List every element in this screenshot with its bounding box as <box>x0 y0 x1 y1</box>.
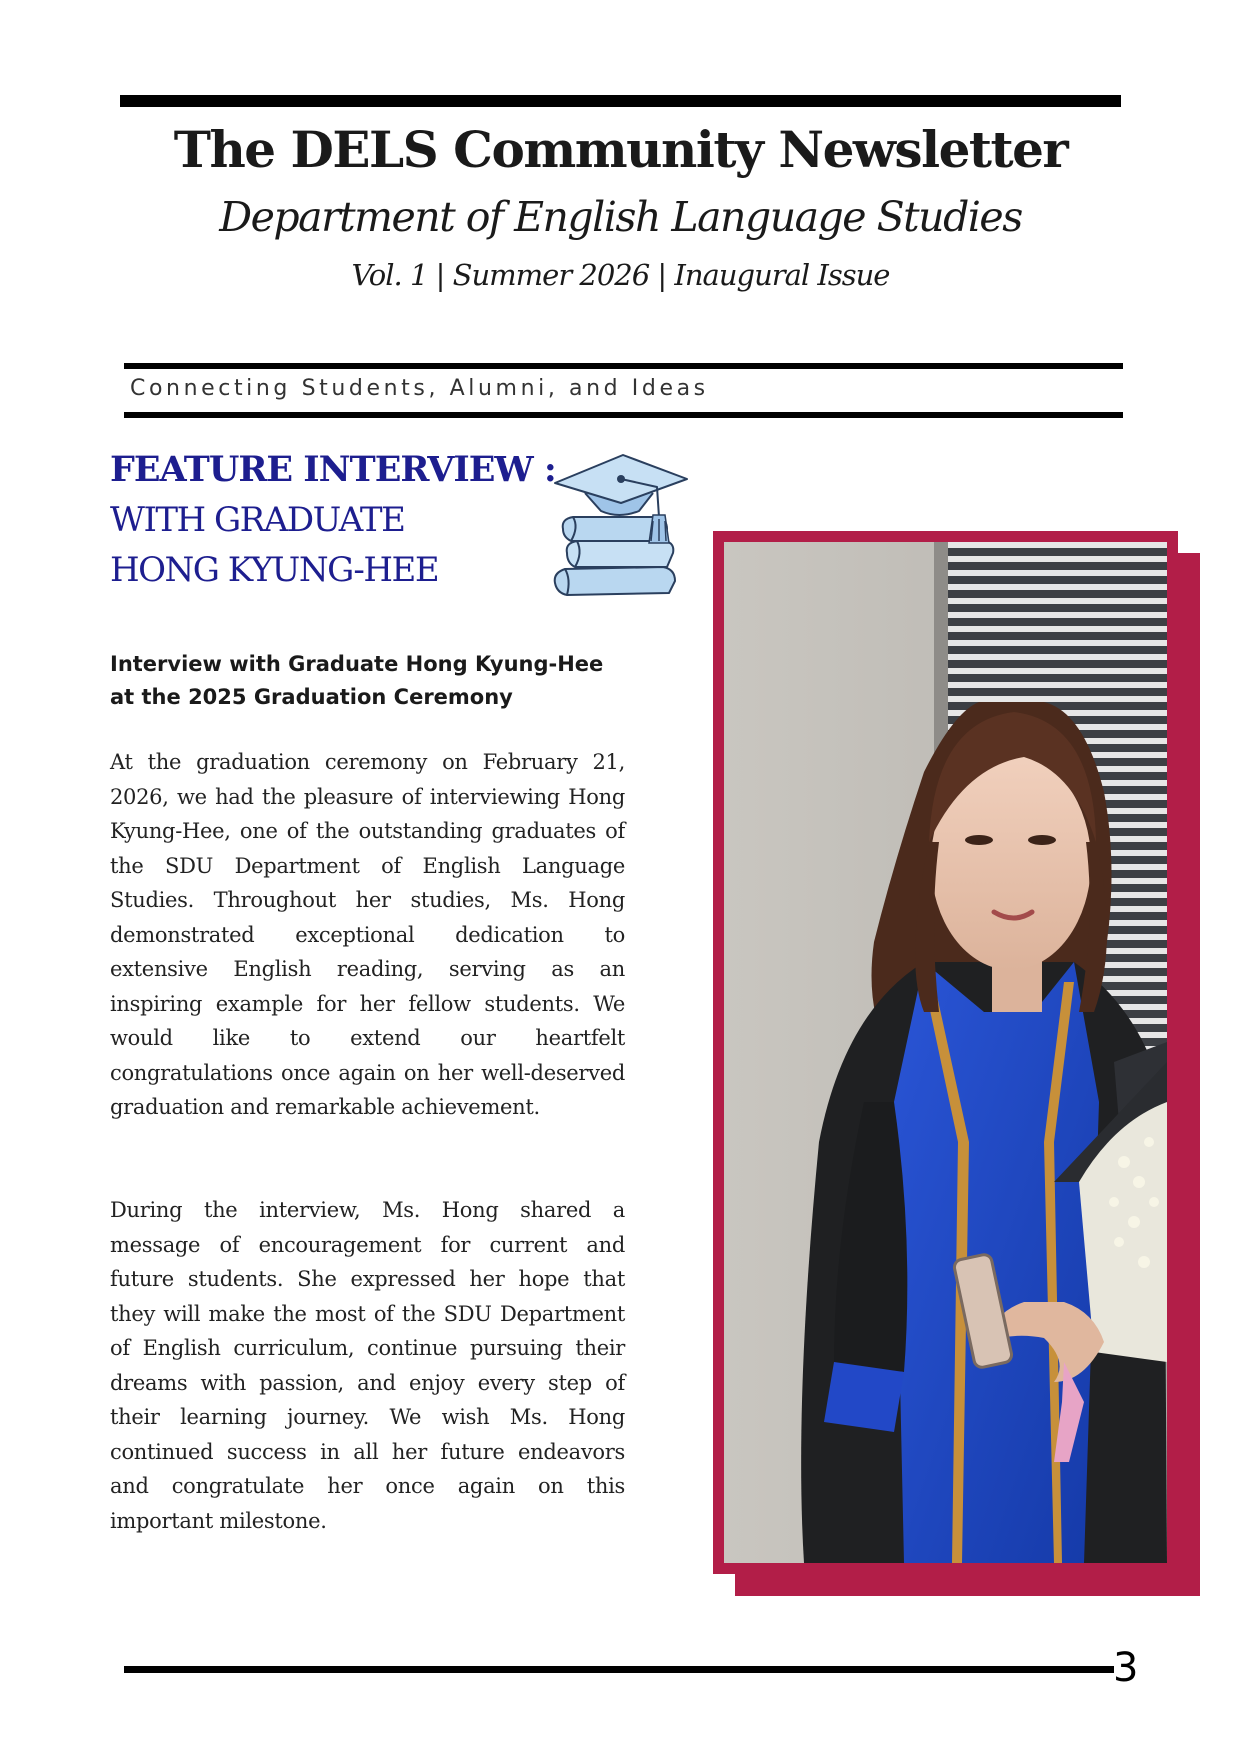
top-rule <box>120 95 1121 107</box>
interview-heading: Interview with Graduate Hong Kyung-Hee at the 2025 Graduation Ceremony <box>110 652 604 709</box>
tagline: Connecting Students, Alumni, and Ideas <box>130 376 709 401</box>
page-number: 3 <box>1113 1645 1139 1691</box>
issue-info: Vol. 1 | Summer 2026 | Inaugural Issue <box>351 258 890 292</box>
bottom-rule <box>124 1666 1114 1673</box>
newsletter-title: The DELS Community Newsletter <box>173 120 1068 179</box>
graduate-photo <box>724 542 1167 1563</box>
department-name: Department of English Language Studies <box>219 193 1022 241</box>
article-paragraph-2: During the interview, Ms. Hong shared a message of encouragement for current and future students. She expressed her hope that they will make the most of the SDU Department of English curriculum, continue pursuing their dreams with passion, and enjoy every step of their learning journey. We wish Ms. Hong continued success in all her future endeavors and congratulate her once again on this important milestone. <box>110 1198 625 1533</box>
feature-title-line3: HONG KYUNG-HEE <box>110 550 439 590</box>
feature-title-line2: WITH GRADUATE <box>110 500 405 540</box>
tagline-rule-bottom <box>124 412 1123 418</box>
graduation-cap-books-icon <box>545 445 695 615</box>
feature-title-line1: FEATURE INTERVIEW : <box>110 449 556 490</box>
feature-title <box>110 445 556 595</box>
tagline-rule-top <box>124 363 1123 369</box>
article-paragraph-1: At the graduation ceremony on February 21, 2026, we had the pleasure of interviewing Hong Kyung-Hee, one of the outstanding graduates of the SDU Department of English Language Studies. Throughout her studies, Ms. Hong demonstrated exceptional dedication to extensive English reading, serving as an inspiring example for her fellow students. We would like to extend our heartfelt congratulations once again on her well-deserved graduation and remarkable achievement. <box>110 750 625 1119</box>
